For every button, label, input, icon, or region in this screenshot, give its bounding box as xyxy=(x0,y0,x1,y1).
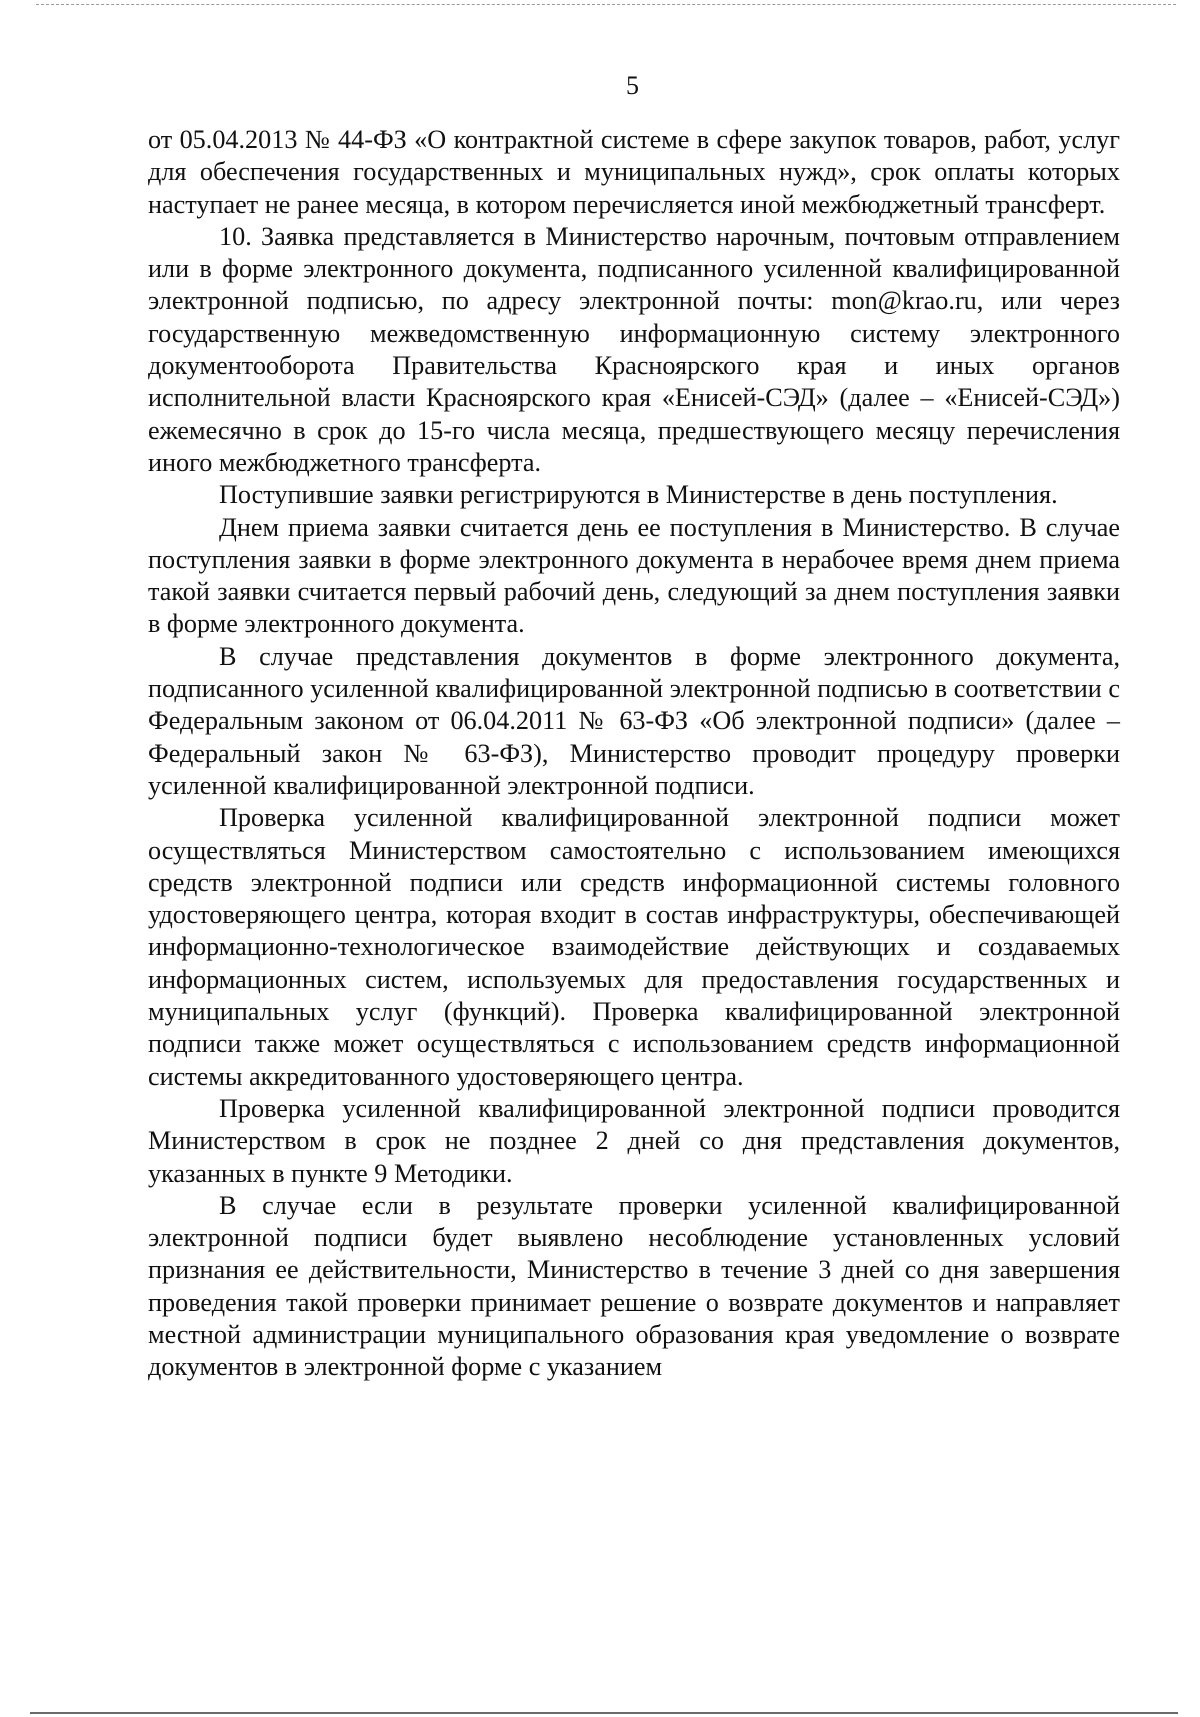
paragraph-continuation: от 05.04.2013 № 44-ФЗ «О контрактной системе в сфере закупок товаров, работ, услуг для обеспечения государственных и муниципальных нужд», срок оплаты которых наступает не ранее месяца, в котором перечисляется иной межбюджетный трансферт. xyxy=(148,125,1120,219)
paragraph-item-10: 10. Заявка представляется в Министерство нарочным, почтовым отправлением или в форме электронного документа, подписанного усиленной квалифицированной электронной подписью, по адресу электронной почты: mon@krao.ru, или через государственную межведомственную информационную систему электронного документооборота Правительства Красноярского края и иных органов исполнительной власти Красноярского края «Енисей-СЭД» (далее – «Енисей-СЭД») ежемесячно в срок до 15-го числа месяца, предшествующего месяцу перечисления иного межбюджетного трансферта. xyxy=(148,221,1120,477)
page-number: 5 xyxy=(626,71,639,100)
paragraph-verification-means: Проверка усиленной квалифицированной электронной подписи может осуществляться Министерством самостоятельно с использованием имеющихся средств электронной подписи или средств информационной системы головного удостоверяющего центра, которая входит в состав инфраструктуры, обеспечивающей информационно-технологическое взаимодействие действующих и создаваемых информационных систем, используемых для предоставления государственных и муниципальных услуг (функций). Проверка квалифицированной электронной подписи также может осуществляться с использованием средств информационной системы аккредитованного удостоверяющего центра. xyxy=(148,803,1120,1091)
scan-bottom-edge xyxy=(30,1712,1178,1714)
scan-top-edge xyxy=(36,4,1176,5)
paragraph-verification-term: Проверка усиленной квалифицированной электронной подписи проводится Министерством в срок не позднее 2 дней со дня представления документов, указанных в пункте 9 Методики. xyxy=(148,1093,1120,1188)
paragraph-registration: Поступившие заявки регистрируются в Министерстве в день поступления. xyxy=(219,480,1058,510)
paragraph-signature-check: В случае представления документов в форме электронного документа, подписанного усиленной квалифицированной электронной подписью в соответствии с Федеральным законом от 06.04.2011 № 63-ФЗ «Об электронной подписи» (далее – Федеральный закон № 63-ФЗ), Министерство проводит процедуру проверки усиленной квалифицированной электронной подписи. xyxy=(148,641,1120,800)
document-body xyxy=(148,124,1120,1384)
paragraph-return-decision: В случае если в результате проверки усиленной квалифицированной электронной подписи будет выявлено несоблюдение установленных условий признания ее действительности, Министерство в течение 3 дней со дня завершения проведения такой проверки принимает решение о возврате документов и направляет местной администрации муниципального образования края уведомление о возврате документов в электронной форме с указанием xyxy=(148,1190,1120,1382)
paragraph-receipt-day: Днем приема заявки считается день ее поступления в Министерство. В случае поступления заявки в форме электронного документа в нерабочее время днем приема такой заявки считается первый рабочий день, следующий за днем поступления заявки в форме электронного документа. xyxy=(148,512,1120,639)
